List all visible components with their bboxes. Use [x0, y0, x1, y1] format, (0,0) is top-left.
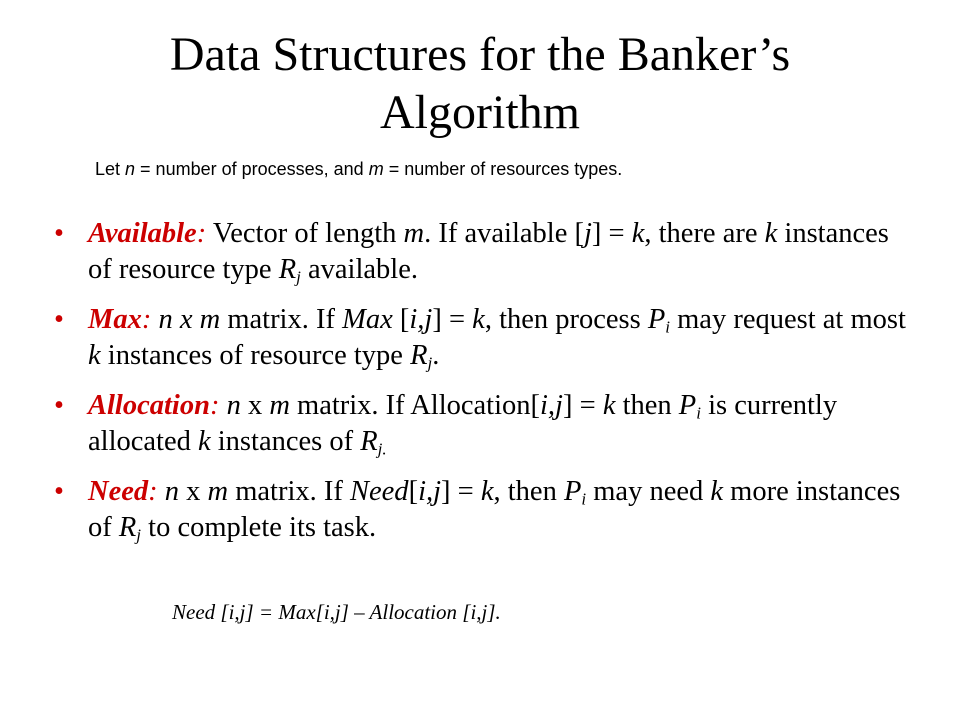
slide-title-line1: Data Structures for the Banker’s	[169, 28, 791, 81]
bullet-max: • Max: n x m matrix. If Max [i,j] = k, then process $P_i$ may request at most k instances of resource type $R_j$.	[54, 304, 906, 373]
term-allocation: Allocation	[88, 390, 210, 421]
slide-title	[0, 26, 960, 142]
term-available: Available	[88, 218, 197, 249]
bullet-allocation: • Allocation: n x m matrix. If Allocation[i,j] = k then $P_i$ is currently allocated k instances of $R_{j.}$	[54, 390, 838, 459]
bullet-icon: •	[54, 390, 64, 421]
slide-title-line2: Algorithm	[380, 86, 580, 139]
bullet-need: • Need: n x m matrix. If Need[i,j] = k, then $P_i$ may need k more instances of $R_j$ to complete its task.	[54, 476, 901, 545]
bullet-list	[52, 216, 912, 560]
term-need: Need	[88, 476, 149, 507]
bullet-icon: •	[54, 476, 64, 507]
bullet-icon: •	[54, 218, 64, 249]
bullet-icon: •	[54, 304, 64, 335]
term-max: Max	[88, 304, 142, 335]
definitions-note: Let n = number of processes, and m = number of resources types.	[95, 159, 623, 179]
bullet-available: • Available: Vector of length m. If available [j] = k, there are k instances of resource type $R_j$ available.	[54, 218, 889, 287]
need-formula: Need [i,j] = Max[i,j] – Allocation [i,j].	[172, 600, 501, 624]
